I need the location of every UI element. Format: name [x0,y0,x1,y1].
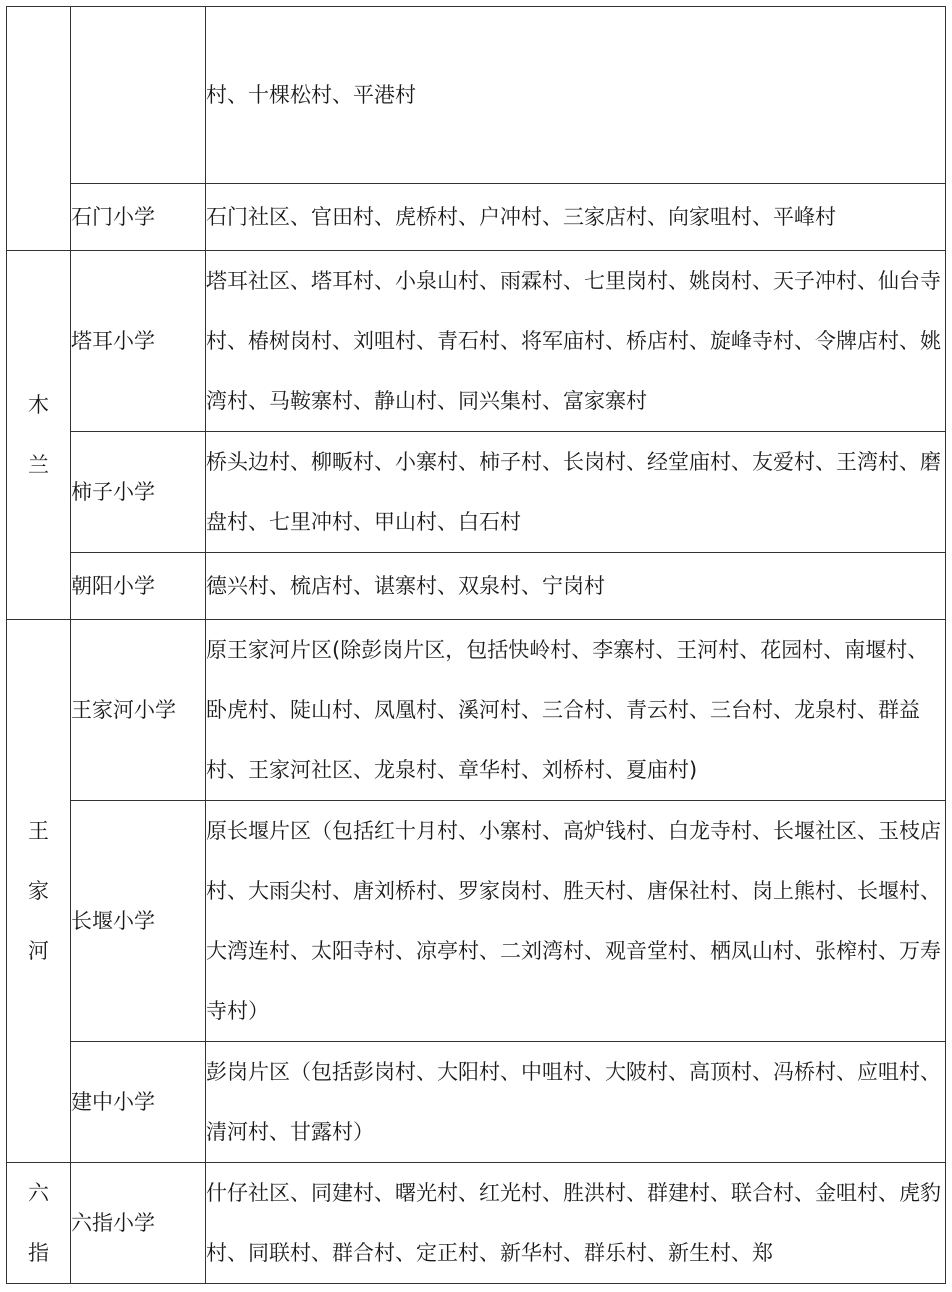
villages-cell: 石门社区、官田村、虎桥村、户冲村、三家店村、向家咀村、平峰村 [206,184,946,251]
school-cell: 塔耳小学 [71,251,206,432]
table-row [7,7,946,184]
school-cell: 六指小学 [71,1163,206,1284]
table-row [7,553,946,620]
school-cell: 朝阳小学 [71,553,206,620]
town-name: 六 指 [28,1181,49,1265]
school-cell [71,7,206,184]
town-cell [7,620,71,1163]
school-district-table [6,6,946,1284]
villages-cell: 原王家河片区(除彭岗片区，包括快岭村、李寨村、王河村、花园村、南堰村、卧虎村、陡山村、凤凰村、溪河村、三合村、青云村、三台村、龙泉村、群益村、王家河社区、龙泉村、章华村、刘桥村、夏庙村) [206,620,946,801]
table-row [7,432,946,553]
town-cell [7,7,71,251]
villages-cell: 桥头边村、柳畈村、小寨村、柿子村、长岗村、经堂庙村、友爱村、王湾村、磨盘村、七里冲村、甲山村、白石村 [206,432,946,553]
villages-cell: 什仔社区、同建村、曙光村、红光村、胜洪村、群建村、联合村、金咀村、虎豹村、同联村、群合村、定正村、新华村、群乐村、新生村、郑 [206,1163,946,1284]
villages-cell: 塔耳社区、塔耳村、小泉山村、雨霖村、七里岗村、姚岗村、天子冲村、仙台寺村、椿树岗村、刘咀村、青石村、将军庙村、桥店村、旋峰寺村、令牌店村、姚湾村、马鞍寨村、静山村、同兴集村、富家寨村 [206,251,946,432]
town-cell [7,251,71,620]
villages-cell: 彭岗片区（包括彭岗村、大阳村、中咀村、大陂村、高顶村、冯桥村、应咀村、清河村、甘露村） [206,1042,946,1163]
school-cell: 长堰小学 [71,801,206,1042]
table-row [7,251,946,432]
school-cell: 石门小学 [71,184,206,251]
villages-cell: 村、十棵松村、平港村 [206,7,946,184]
villages-cell: 德兴村、梳店村、谌寨村、双泉村、宁岗村 [206,553,946,620]
town-name: 王 家 河 [28,819,49,963]
table-row [7,1163,946,1284]
table-row [7,1042,946,1163]
school-cell: 建中小学 [71,1042,206,1163]
town-cell [7,1163,71,1284]
school-cell: 王家河小学 [71,620,206,801]
villages-cell: 原长堰片区（包括红十月村、小寨村、高炉钱村、白龙寺村、长堰社区、玉枝店村、大雨尖村、唐刘桥村、罗家岗村、胜天村、唐保社村、岗上熊村、长堰村、大湾连村、太阳寺村、凉亭村、二刘湾村、观音堂村、栖凤山村、张榨村、万寿寺村） [206,801,946,1042]
table-row [7,620,946,801]
table-row [7,801,946,1042]
school-cell: 柿子小学 [71,432,206,553]
table-row [7,184,946,251]
town-name: 木 兰 [28,393,49,477]
